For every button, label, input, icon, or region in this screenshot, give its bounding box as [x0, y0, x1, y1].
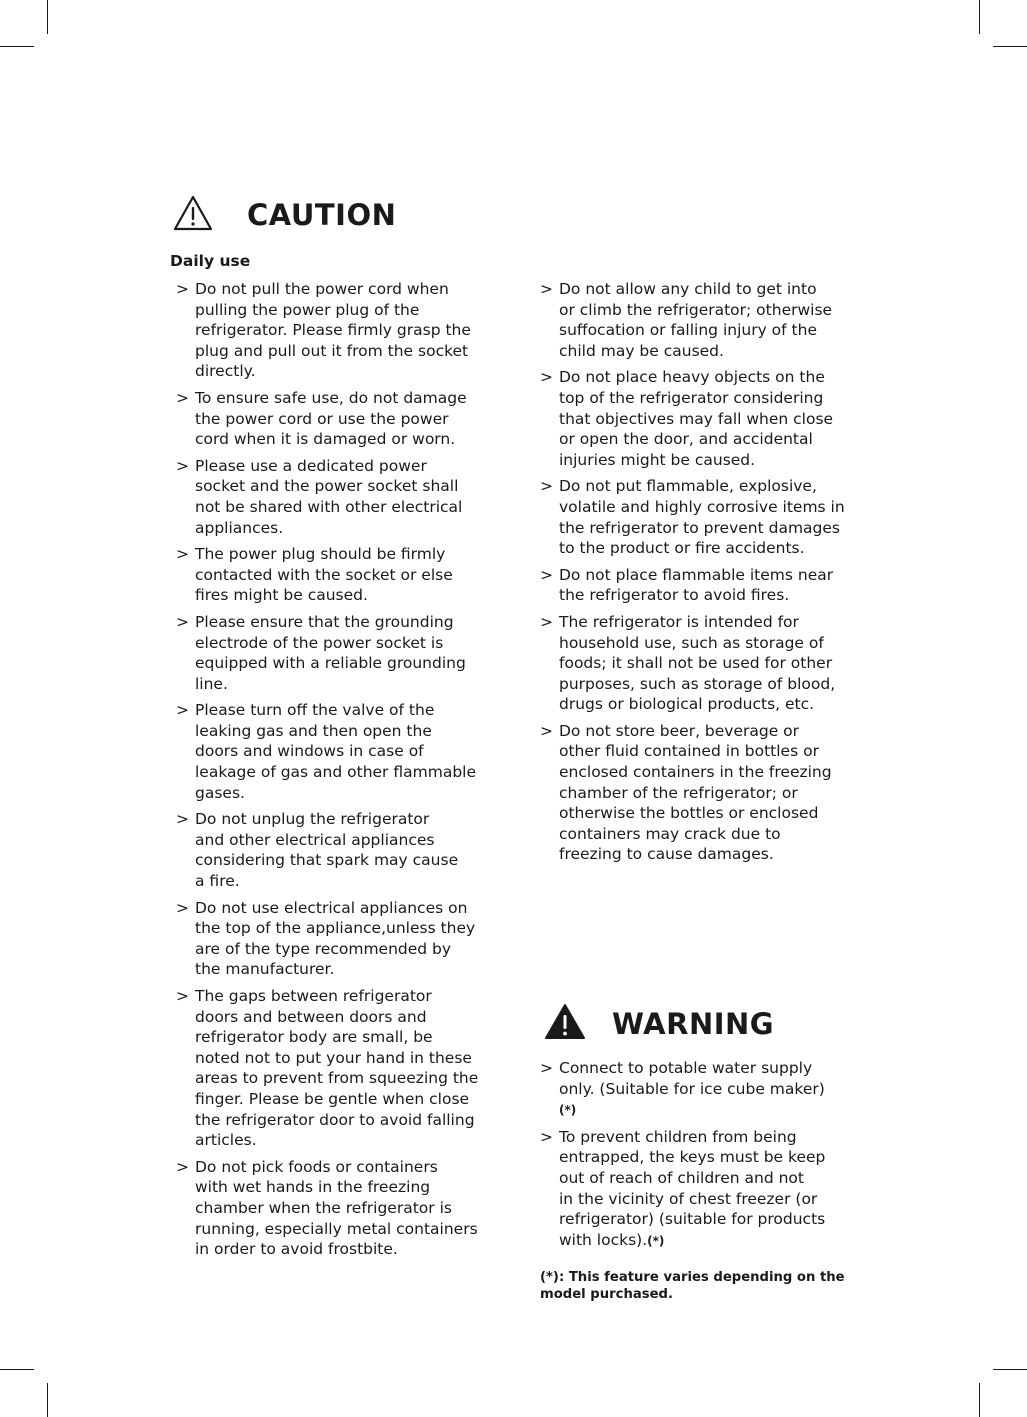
warning-column	[538, 1058, 860, 1257]
warning-item	[538, 1127, 860, 1252]
warning-item-text: Connect to potable water supply only. (Suitable for ice cube maker)	[559, 1059, 825, 1098]
warning-item-text: To prevent children from being entrapped, the keys must be keep out of reach of children and not in the vicinity of chest freezer (or refrigerator) (suitable for products with locks).	[559, 1127, 826, 1249]
warning-triangle-icon	[544, 1003, 586, 1045]
crop-mark	[993, 1369, 1027, 1370]
feature-footnote: (*): This feature varies depending on the model purchased.	[540, 1270, 845, 1302]
caution-header	[172, 192, 396, 238]
caution-item: > The refrigerator is intended for household use, such as storage of foods; it shall not be used for other purposes, such as storage of blood, drugs or biological products, etc.	[538, 612, 860, 715]
caution-left-column	[174, 279, 496, 1266]
caution-item: > The power plug should be firmly contacted with the socket or else fires might be caused.	[174, 544, 496, 606]
crop-mark	[47, 0, 48, 34]
caution-right-column	[538, 279, 860, 871]
warning-title: WARNING	[612, 1007, 775, 1041]
caution-item: > Please turn off the valve of the leaking gas and then open the doors and windows in case of leakage of gas and other flammable gases.	[174, 700, 496, 803]
caution-item: > The gaps between refrigerator doors and between doors and refrigerator body are small, be noted not to put your hand in these areas to prevent from squeezing the finger. Please be gentle when close the refrigerator door to avoid falling articles.	[174, 986, 496, 1151]
caution-title: CAUTION	[247, 198, 397, 232]
caution-item: > Please use a dedicated power socket and the power socket shall not be shared with other electrical appliances.	[174, 456, 496, 538]
caution-item: > Do not pull the power cord when pulling the power plug of the refrigerator. Please firmly grasp the plug and pull out it from the socket directly.	[174, 279, 496, 382]
feature-mark: (*)	[647, 1233, 665, 1248]
caution-item: > Do not use electrical appliances on the top of the appliance,unless they are of the type recommended by the manufacturer.	[174, 898, 496, 980]
crop-mark	[47, 1383, 48, 1417]
caution-item: > Do not place heavy objects on the top of the refrigerator considering that objectives may fall when close or open the door, and accidental injuries might be caused.	[538, 367, 860, 470]
caution-item: > Do not put flammable, explosive, volatile and highly corrosive items in the refrigerator to prevent damages to the product or fire accidents.	[538, 476, 860, 558]
warning-item	[538, 1058, 860, 1121]
caution-item: > To ensure safe use, do not damage the power cord or use the power cord when it is damaged or worn.	[174, 388, 496, 450]
feature-mark: (*)	[559, 1103, 577, 1118]
warning-header	[544, 1002, 774, 1046]
crop-mark	[993, 46, 1027, 47]
caution-item: > Do not pick foods or containers with wet hands in the freezing chamber when the refrigerator is running, especially metal containers in order to avoid frostbite.	[174, 1157, 496, 1260]
caution-item: > Please ensure that the grounding electrode of the power socket is equipped with a reliable grounding line.	[174, 612, 496, 694]
section-subtitle: Daily use	[170, 252, 251, 270]
crop-mark	[979, 0, 980, 34]
caution-item: > Do not place flammable items near the refrigerator to avoid fires.	[538, 565, 860, 606]
crop-mark	[0, 1369, 34, 1370]
caution-item: > Do not unplug the refrigerator and other electrical appliances considering that spark may cause a fire.	[174, 809, 496, 891]
crop-mark	[0, 46, 34, 47]
caution-item: > Do not allow any child to get into or climb the refrigerator; otherwise suffocation or falling injury of the child may be caused.	[538, 279, 860, 361]
caution-item: > Do not store beer, beverage or other fluid contained in bottles or enclosed containers in the freezing chamber of the refrigerator; or otherwise the bottles or enclosed containers may crack due to freezing to cause damages.	[538, 721, 860, 865]
crop-mark	[979, 1383, 980, 1417]
caution-triangle-icon	[172, 194, 214, 236]
